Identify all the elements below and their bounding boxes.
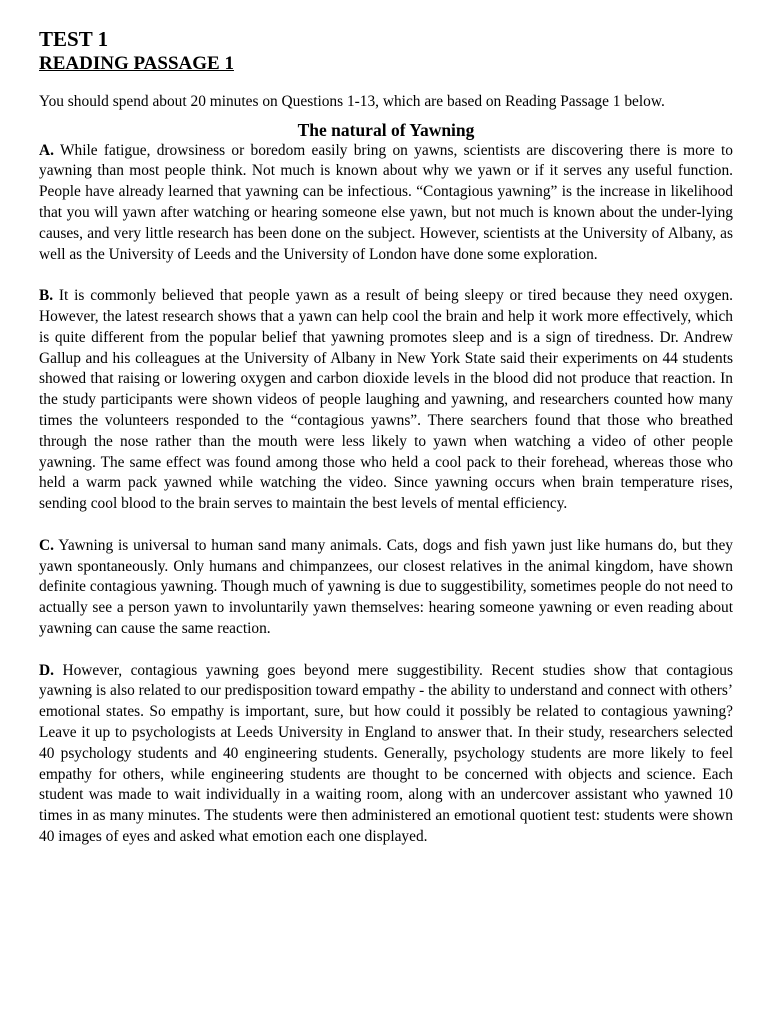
article-title: The natural of Yawning <box>297 119 475 140</box>
test-title: TEST 1 <box>39 27 109 51</box>
passage-title: READING PASSAGE 1 <box>39 53 234 74</box>
paragraph-text: While fatigue, drowsiness or boredom easily bring on yawns, scientists are discovering there is more to yawning than most people think. Not much is known about why we yawn or if it serves any useful function. People have already learned that yawning can be infectious. “Contagious yawning” is the increase in likelihood that you will yawn after watching or hearing someone else yawn, but not much is known about the under-lying causes, and very little research has been done on the subject. However, scientists at the University of Albany, as well as the University of Leeds and the University of London have done some exploration. <box>39 141 733 263</box>
paragraph-letter: A. <box>39 141 54 159</box>
paragraph-text: However, contagious yawning goes beyond mere suggestibility. Recent studies show that contagious yawning is also related to our predisposition toward empathy - the ability to understand and connect with others’ emotional states. So empathy is important, sure, but how could it possibly be related to contagious yawning? Leave it up to psychologists at Leeds University in England to answer that. In their study, researchers selected 40 psychology students and 40 engineering students. Generally, psychology students are more likely to feel empathy for others, while engineering students are thought to be concerned with objects and science. Each student was made to wait individually in a waiting room, along with an undercover assistant who yawned 10 times in as many minutes. The students were then administered an emotional quotient test: students were shown 40 images of eyes and asked what emotion each one displayed. <box>39 661 733 845</box>
document-page <box>39 26 733 868</box>
instructions-text: You should spend about 20 minutes on Questions 1-13, which are based on Reading Passage 1 below. <box>39 93 665 110</box>
paragraph-letter: B. <box>39 287 54 305</box>
paragraph-d <box>39 661 733 848</box>
paragraph-letter: C. <box>39 536 54 554</box>
paragraph-letter: D. <box>39 661 54 679</box>
paragraph-c <box>39 536 733 640</box>
paragraph-b <box>39 286 733 515</box>
paragraph-text: It is commonly believed that people yawn as a result of being sleepy or tired because they need oxygen. However, the latest research shows that a yawn can help cool the brain and help it work more effectively, which is quite different from the popular belief that yawning promotes sleep and is a sign of tiredness. Dr. Andrew Gallup and his colleagues at the University of Albany in New York State said their experiments on 44 students showed that raising or lowering oxygen and carbon dioxide levels in the blood did not produce that reaction. In the study participants were shown videos of people laughing and yawning, and researchers counted how many times the volunteers responded to the “contagious yawns”. There searchers found that those who breathed through the nose rather than the mouth were less likely to yawn when watching a video of other people yawning. The same effect was found among those who held a cool pack to their forehead, whereas those who held a warm pack yawned while watching the video. Since yawning occurs when brain temperature rises, sending cool blood to the brain serves to maintain the best levels of mental efficiency. <box>39 287 733 513</box>
paragraph-a <box>39 141 733 266</box>
paragraph-text: Yawning is universal to human sand many animals. Cats, dogs and fish yawn just like humans do, but they yawn spontaneously. Only humans and chimpanzees, our closest relatives in the animal kingdom, have shown definite contagious yawning. Though much of yawning is due to suggestibility, sometimes people do not need to actually see a person yawn to involuntarily yawn themselves: hearing someone yawning or even reading about yawning can cause the same reaction. <box>39 536 733 637</box>
